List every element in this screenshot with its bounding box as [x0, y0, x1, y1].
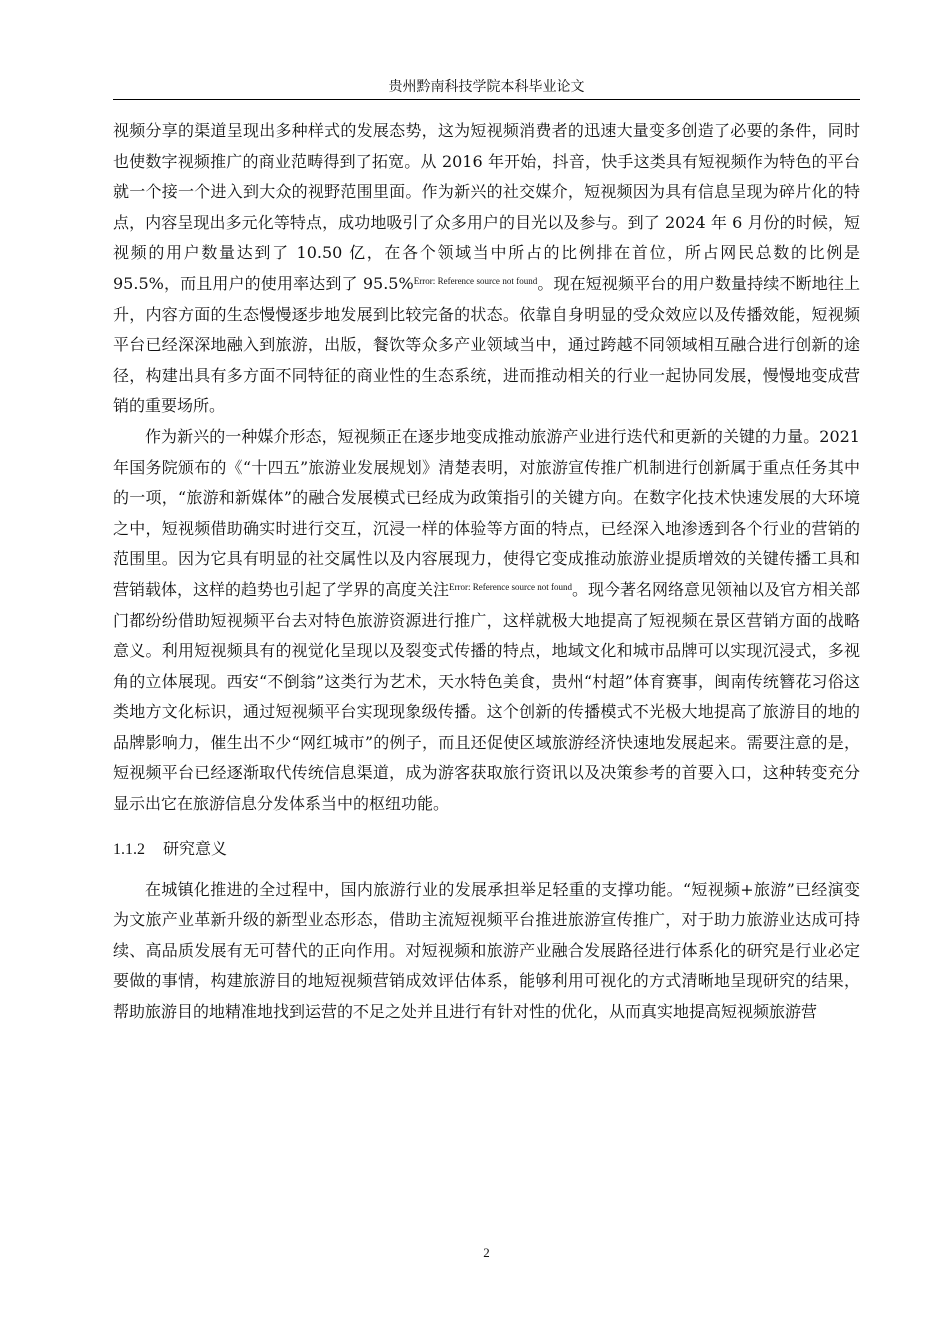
- reference-error-2: Error: Reference source not found: [449, 581, 572, 592]
- page-number: 2: [483, 1245, 490, 1260]
- page-header: 贵州黔南科技学院本科毕业论文: [388, 79, 585, 95]
- reference-error-1: Error: Reference source not found: [413, 275, 538, 286]
- paragraph-1: [113, 116, 860, 422]
- document-body: [113, 116, 860, 1028]
- paragraph-2-text: 作为新兴的一种媒介形态，短视频正在逐步地变成推动旅游产业进行迭代和更新的关键的力量。2021 年国务院颁布的《“十四五”旅游业发展规划》清楚表明，对旅游宣传推广机制进行创新属于重点任务其中的一项，“旅游和新媒体”的融合发展模式已经成为政策指引的关键方向。在数字化技术快速发展的大环境之中，短视频借助确实时进行交互，沉浸一样的体验等方面的特点，已经深入地渗透到各个行业的营销的范围里。因为它具有明显的社交属性以及内容展现力，使得它变成推动旅游业提质增效的关键传播工具和营销载体，这样的趋势也引起了学界的高度关注: [113, 426, 860, 599]
- header-divider: [113, 99, 860, 100]
- paragraph-3: 在城镇化推进的全过程中，国内旅游行业的发展承担举足轻重的支撑功能。“短视频+旅游”已经演变为文旅产业革新升级的新型业态形态，借助主流短视频平台推进旅游宣传推广，对于助力旅游业达成可持续、高品质发展有无可替代的正向作用。对短视频和旅游产业融合发展路径进行体系化的研究是行业必定要做的事情，构建旅游目的地短视频营销成效评估体系，能够利用可视化的方式清晰地呈现研究的结果，帮助旅游目的地精准地找到运营的不足之处并且进行有针对性的优化，从而真实地提高短视频旅游营: [113, 879, 860, 1022]
- paragraph-1-text: 视频分享的渠道呈现出多种样式的发展态势，这为短视频消费者的迅速大量变多创造了必要的条件，同时也使数字视频推广的商业范畴得到了拓宽。从 2016 年开始，抖音，快手这类具有短视频作为特色的平台就一个接一个进入到大众的视野范围里面。作为新兴的社交媒介，短视频因为具有信息呈现为碎片化的特点，内容呈现出多元化等特点，成功地吸引了众多用户的目光以及参与。到了 2024 年 6 月份的时候，短视频的用户数量达到了 10.50 亿，在各个领域当中所占的比例排在首位，所占网民总数的比例是 95.5%，而且用户的使用率达到了 95.5%: [113, 121, 860, 293]
- paragraph-2: [113, 422, 860, 820]
- paragraph-1-text-cont: 。现在短视频平台的用户数量持续不断地往上升，内容方面的生态慢慢逐步地发展到比较完备的状态。依靠自身明显的受众效应以及传播效能，短视频平台已经深深地融入到旅游，出版，餐饮等众多产业领域当中，通过跨越不同领域相互融合进行创新的途径，构建出具有多方面不同特征的商业性的生态系统，进而推动相关的行业一起协同发展，慢慢地变成营销的重要场所。: [113, 273, 860, 416]
- paragraph-2-text-cont: 。现今著名网络意见领袖以及官方相关部门都纷纷借助短视频平台去对特色旅游资源进行推广，这样就极大地提高了短视频在景区营销方面的战略意义。利用短视频具有的视觉化呈现以及裂变式传播的特点，地域文化和城市品牌可以实现沉浸式，多视角的立体展现。西安“不倒翁”这类行为艺术，天水特色美食，贵州“村超”体育赛事，闽南传统簪花习俗这类地方文化标识，通过短视频平台实现现象级传播。这个创新的传播模式不光极大地提高了旅游目的地的品牌影响力，催生出不少“网红城市”的例子，而且还促使区域旅游经济快速地发展起来。需要注意的是，短视频平台已经逐渐取代传统信息渠道，成为游客获取旅行资讯以及决策参考的首要入口，这种转变充分显示出它在旅游信息分发体系当中的枢纽功能。: [113, 579, 860, 814]
- section-number: 1.1.2: [113, 840, 145, 858]
- section-heading: [113, 837, 860, 862]
- section-title: 研究意义: [163, 838, 228, 858]
